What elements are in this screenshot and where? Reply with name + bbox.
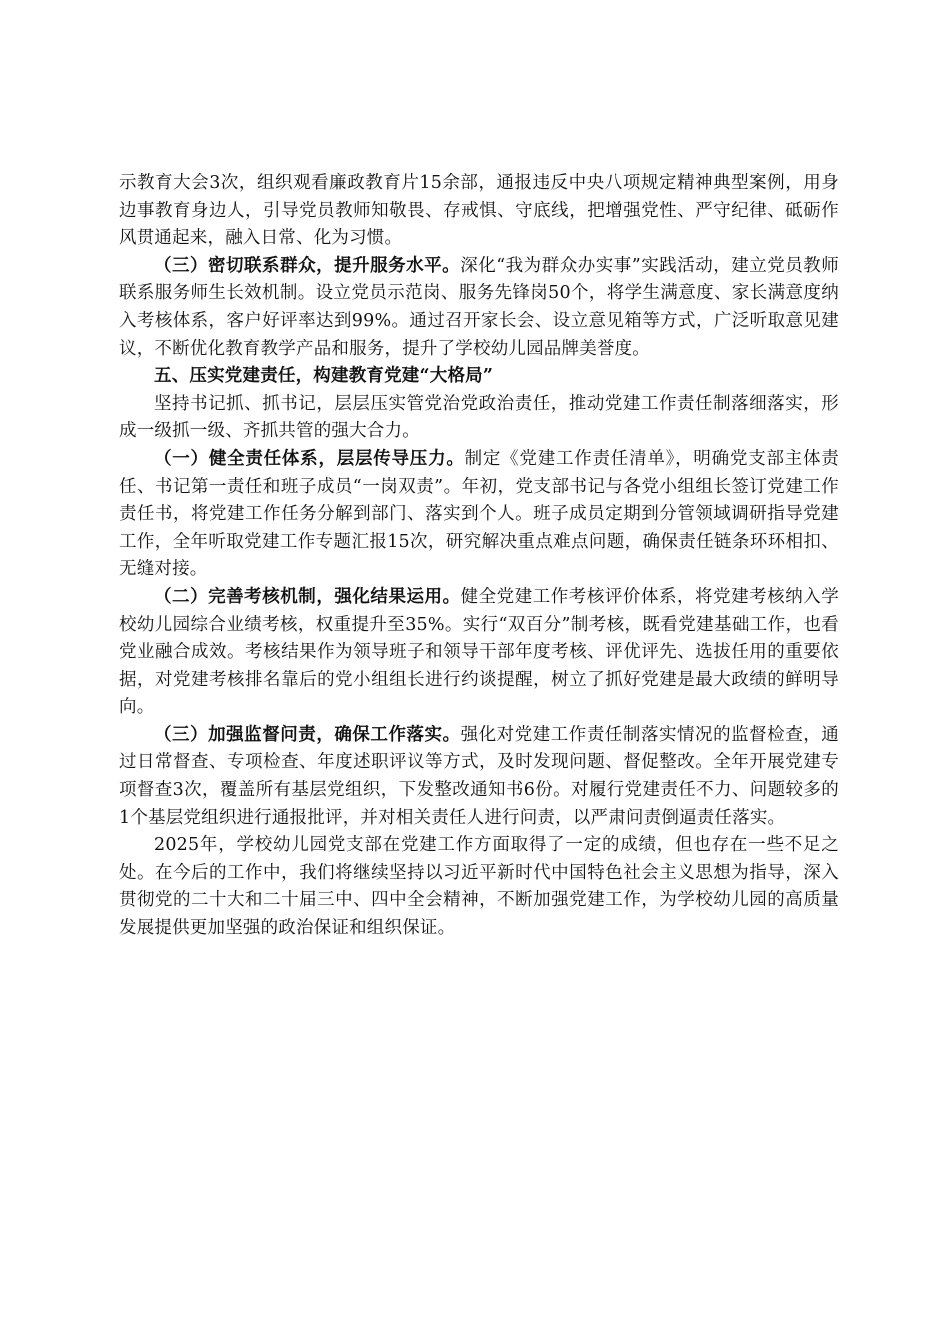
- section-intro-paragraph: [119, 391, 839, 446]
- subsection-paragraph-supervision: [119, 722, 839, 832]
- paragraph-text: 强化对党建工作责任制落实情况的监督检查，通过日常督查、专项检查、年度述职评议等方式，及时发现问题、督促整改。全年开展党建专项督查3次，覆盖所有基层党组织，下发整改通知书6份。对履行党建责任不力、问题较多的1个基层党组织进行通报批评，并对相关责任人进行问责，以严肃问责倒逼责任落实。: [119, 724, 839, 828]
- paragraph-text: 深化“我为群众办实事”实践活动，建立党员教师联系服务师生长效机制。设立党员示范岗、服务先锋岗50个，将学生满意度、家长满意度纳入考核体系，客户好评率达到99%。通过召开家长会、设立意见箱等方式，广泛听取意见建议，不断优化教育教学产品和服务，提升了学校幼儿园品牌美誉度。: [119, 255, 839, 359]
- section-heading-five: [119, 363, 839, 391]
- paragraph-text: 制定《党建工作责任清单》，明确党支部主体责任、书记第一责任和班子成员“一岗双责”。年初，党支部书记与各党小组组长签订党建工作责任书，将党建工作任务分解到部门、落实到个人。班子成员定期到分管领域调研指导党建工作，全年听取党建工作专题汇报15次，研究解决重点难点问题，确保责任链条环环相扣、无缝对接。: [119, 448, 840, 580]
- subsection-lead: （一）健全责任体系，层层传导压力。: [154, 448, 465, 469]
- subsection-lead: （二）完善考核机制，强化结果运用。: [154, 586, 461, 607]
- subsection-paragraph-responsibility-system: [119, 446, 839, 584]
- subsection-paragraph-assessment: [119, 584, 839, 722]
- paragraph-text: 健全党建工作考核评价体系，将党建考核纳入学校幼儿园综合业绩考核，权重提升至35%。实行“双百分”制考核，既看党建基础工作，也看党业融合成效。考核结果作为领导班子和领导干部年度考核、评优评先、选拔任用的重要依据，对党建考核排名靠后的党小组组长进行约谈提醒，树立了抓好党建是最大政绩的鲜明导向。: [119, 586, 839, 718]
- subsection-lead: （三）密切联系群众，提升服务水平。: [154, 255, 461, 276]
- subsection-lead: （三）加强监督问责，确保工作落实。: [154, 724, 461, 745]
- paragraph-continuation: [119, 170, 839, 253]
- paragraph-text: 示教育大会3次，组织观看廉政教育片15余部，通报违反中央八项规定精神典型案例，用身边事教育身边人，引导党员教师知敬畏、存戒惧、守底线，把增强党性、严守纪律、砥砺作风贯通起来，融入日常、化为习惯。: [119, 173, 839, 249]
- subsection-paragraph-contact-masses: [119, 253, 839, 363]
- document-body: [119, 170, 839, 943]
- section-heading-text: 五、压实党建责任，构建教育党建“大格局”: [154, 366, 494, 387]
- paragraph-text: 2025年，学校幼儿园党支部在党建工作方面取得了一定的成绩，但也存在一些不足之处。在今后的工作中，我们将继续坚持以习近平新时代中国特色社会主义思想为指导，深入贯彻党的二十大和二十届三中、四中全会精神，不断加强党建工作，为学校幼儿园的高质量发展提供更加坚强的政治保证和组织保证。: [119, 835, 839, 939]
- paragraph-text: 坚持书记抓、抓书记，层层压实管党治党政治责任，推动党建工作责任制落细落实，形成一级抓一级、齐抓共管的强大合力。: [119, 393, 839, 442]
- closing-paragraph: [119, 832, 839, 942]
